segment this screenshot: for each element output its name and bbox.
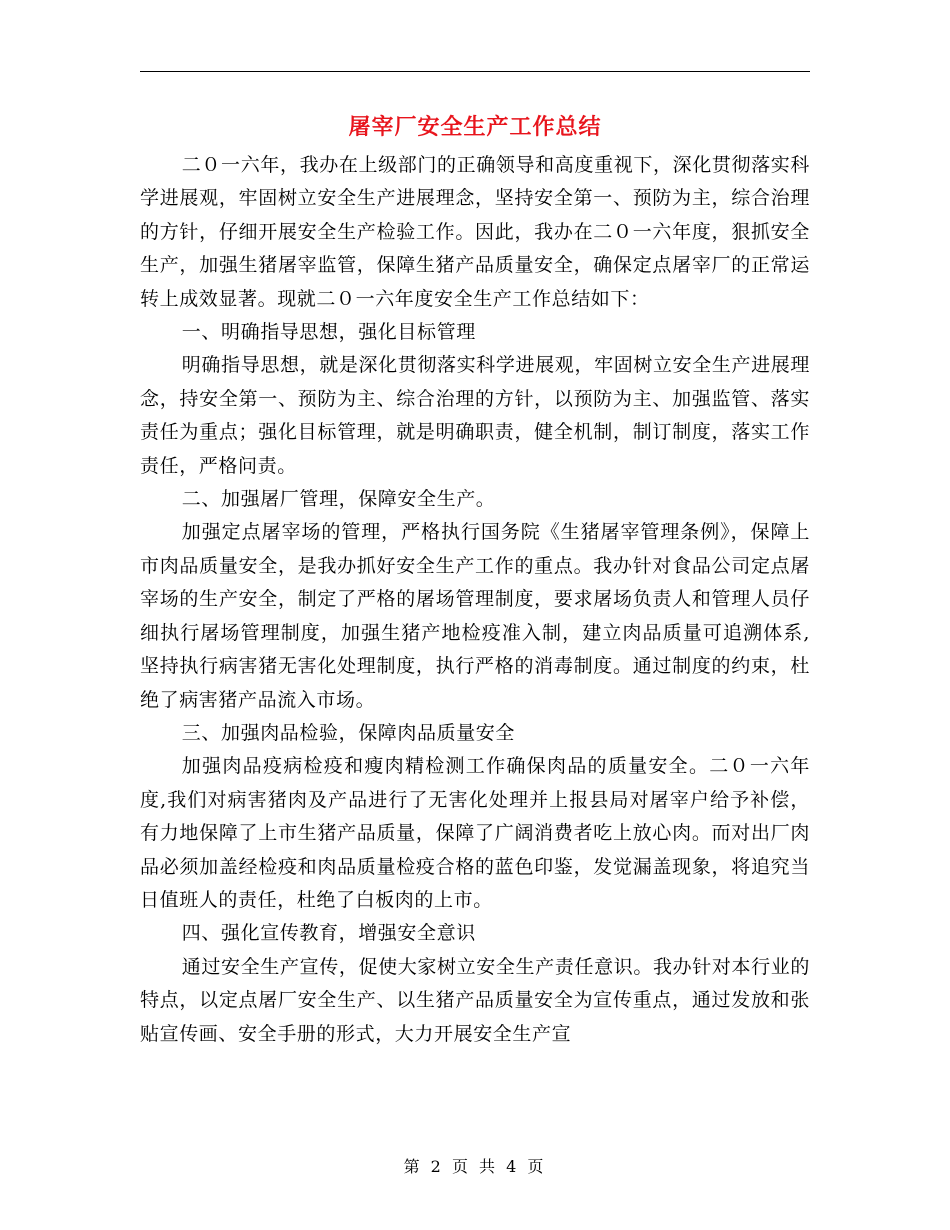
page-number-footer: 第 2 页 共 4 页 (403, 1157, 547, 1176)
paragraph-section-3: 加强肉品疫病检疫和瘦肉精检测工作确保肉品的质量安全。二０一六年度,我们对病害猪肉及产品进行了无害化处理并上报县局对屠宰户给予补偿，有力地保障了上市生猪产品质量，保障了广阔消费者吃上放心肉。而对出厂肉品必须加盖经检疫和肉品质量检疫合格的蓝色印鉴，发觉漏盖现象，将追究当日值班人的责任，杜绝了白板肉的上市。 (140, 755, 810, 911)
section-heading-1: 一、明确指导思想，强化目标管理 (181, 321, 476, 344)
header-rule (140, 71, 810, 72)
section-heading-3: 三、加强肉品检验，保障肉品质量安全 (181, 721, 515, 744)
document-title: 屠宰厂安全生产工作总结 (348, 114, 602, 140)
document-body (140, 149, 810, 1051)
paragraph-intro: 二０一六年，我办在上级部门的正确领导和高度重视下，深化贯彻落实科学进展观，牢固树立安全生产进展理念，坚持安全第一、预防为主，综合治理的方针，仔细开展安全生产检验工作。因此，我办在二０一六年度，狠抓安全生产，加强生猪屠宰监管，保障生猪产品质量安全，确保定点屠宰厂的正常运转上成效显著。现就二０一六年度安全生产工作总结如下： (140, 154, 810, 310)
paragraph-section-4: 通过安全生产宣传，促使大家树立安全生产责任意识。我办针对本行业的特点，以定点屠厂安全生产、以生猪产品质量安全为宣传重点，通过发放和张贴宣传画、安全手册的形式，大力开展安全生产宣 (140, 955, 810, 1045)
section-heading-4: 四、强化宣传教育，增强安全意识 (181, 922, 476, 945)
paragraph-section-1: 明确指导思想，就是深化贯彻落实科学进展观，牢固树立安全生产进展理念，持安全第一、预防为主、综合治理的方针，以预防为主、加强监管、落实责任为重点；强化目标管理，就是明确职责，健全机制，制订制度，落实工作责任，严格问责。 (140, 354, 810, 477)
paragraph-section-2: 加强定点屠宰场的管理，严格执行国务院《生猪屠宰管理条例》，保障上市肉品质量安全，是我办抓好安全生产工作的重点。我办针对食品公司定点屠宰场的生产安全，制定了严格的屠场管理制度，要求屠场负责人和管理人员仔细执行屠场管理制度，加强生猪产地检疫准入制，建立肉品质量可追溯体系,坚持执行病害猪无害化处理制度，执行严格的消毒制度。通过制度的约束，杜绝了病害猪产品流入市场。 (140, 521, 810, 711)
section-heading-2: 二、加强屠厂管理，保障安全生产。 (181, 488, 496, 511)
